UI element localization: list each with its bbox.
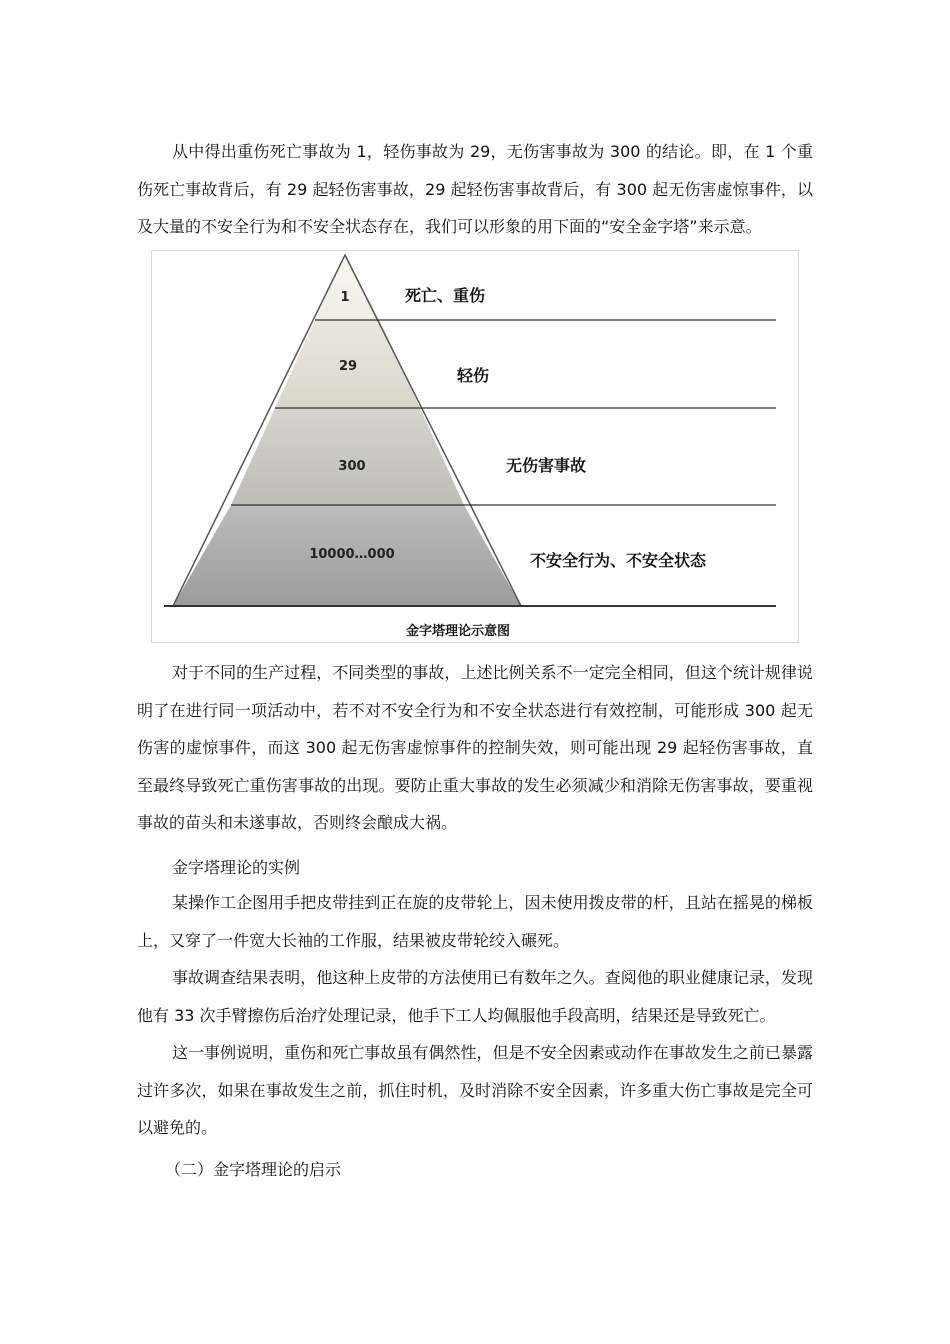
level-3-label: 无伤害事故 (506, 456, 587, 475)
level-2-number: 29 (338, 359, 358, 374)
level-3-number: 300 (338, 459, 366, 474)
paragraph-example: 某操作工企图用手把皮带挂到正在旋的皮带轮上，因未使用拨皮带的杆，且站在摇晃的梯板上，又穿了一件宽大长袖的工作服，结果被皮带轮绞入碾死。 (137, 893, 813, 950)
paragraph-conclusion: 这一事例说明，重伤和死亡事故虽有偶然性，但是不安全因素或动作在事故发生之前已暴露过许多次，如果在事故发生之前，抓住时机，及时消除不安全因素，许多重大伤亡事故是完全可以避免的。 (137, 1043, 813, 1137)
pyramid-layer-1 (315, 255, 380, 320)
level-4-number: 10000…000 (309, 547, 395, 562)
paragraph-intro: 从中得出重伤死亡事故为 1，轻伤事故为 29，无伤害事故为 300 的结论。即，在 1 个重伤死亡事故背后，有 29 起轻伤害事故，29 起轻伤害事故背后，有 300 起无伤害虚惊事件，以及大量的不安全行为和不安全状态存在，我们可以形象的用下面的“安全金字塔”来示意。 (137, 142, 813, 236)
level-2-label: 轻伤 (457, 366, 490, 385)
section-heading-implications: （二）金字塔理论的启示 (165, 1160, 342, 1179)
pyramid-figure (151, 250, 799, 643)
level-1-label: 死亡、重伤 (405, 286, 486, 305)
level-1-number: 1 (340, 290, 350, 305)
section-heading-example: 金字塔理论的实例 (172, 858, 301, 877)
figure-caption: 金字塔理论示意图 (405, 624, 511, 639)
paragraph-investigation: 事故调查结果表明，他这种上皮带的方法使用已有数年之久。查阅他的职业健康记录，发现他有 33 次手臂擦伤后治疗处理记录，他手下工人均佩服他手段高明，结果还是导致死亡。 (137, 968, 813, 1025)
paragraph-explanation: 对于不同的生产过程，不同类型的事故，上述比例关系不一定完全相同，但这个统计规律说明了在进行同一项活动中，若不对不安全行为和不安全状态进行有效控制，可能形成 300 起无伤害的虚惊事件，而这 300 起无伤害虚惊事件的控制失效，则可能出现 29 起轻伤害事故，直至最终导致死亡重伤害事故的出现。要防止重大事故的发生必须减少和消除无伤害事故，要重视事故的苗头和未遂事故，否则终会酿成大祸。 (137, 663, 813, 832)
level-4-label: 不安全行为、不安全状态 (530, 551, 707, 570)
pyramid-diagram (152, 251, 798, 642)
